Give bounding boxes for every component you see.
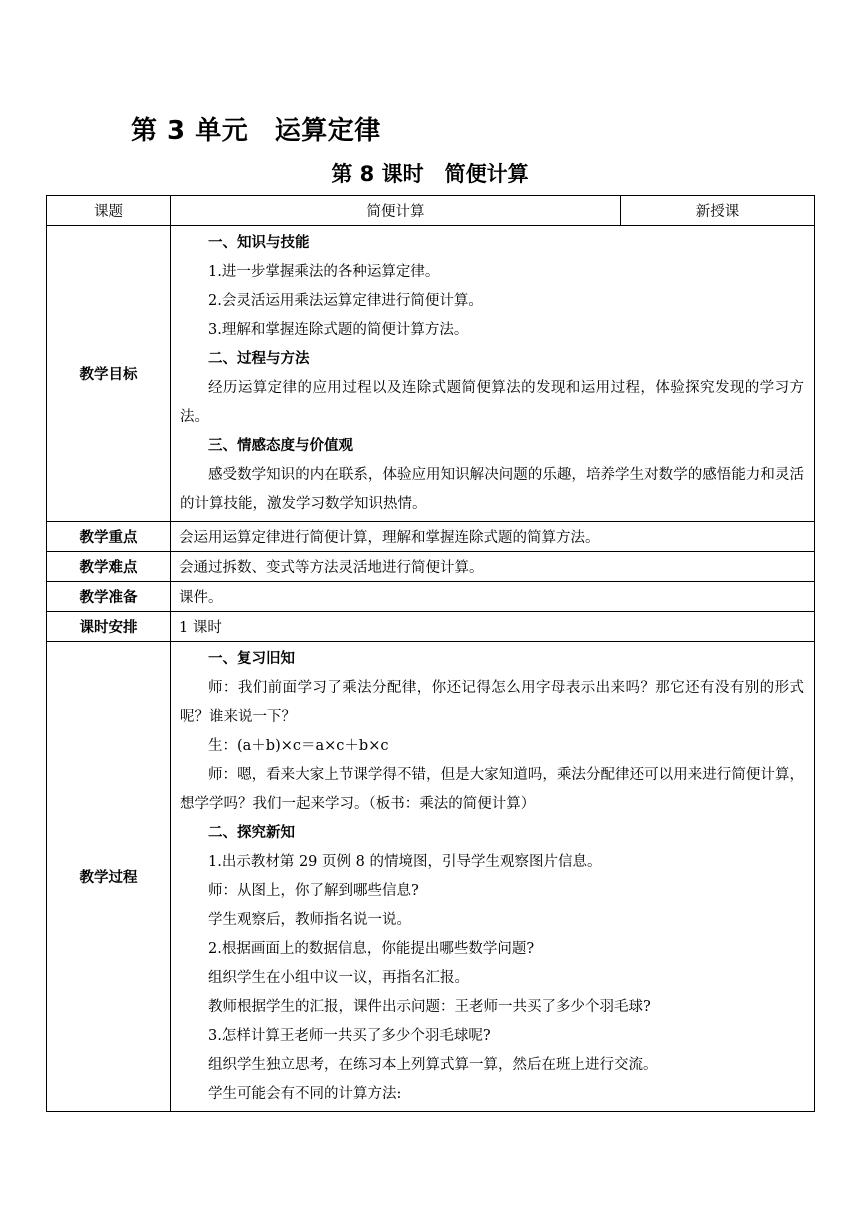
process-paragraph: 2.根据画面上的数据信息，你能提出哪些数学问题? bbox=[208, 941, 535, 957]
key-points-row bbox=[47, 522, 815, 552]
process-paragraph: 教师根据学生的汇报，课件出示问题：王老师一共买了多少个羽毛球? bbox=[208, 999, 651, 1015]
objectives-label: 教学目标 bbox=[47, 226, 171, 522]
lesson-plan-table bbox=[46, 195, 815, 1112]
lesson-type: 新授课 bbox=[621, 196, 815, 226]
schedule-row bbox=[47, 612, 815, 642]
objective-heading: 二、过程与方法 bbox=[208, 351, 310, 367]
schedule-text: 1 课时 bbox=[171, 612, 815, 642]
process-paragraph: 生：(a＋b)×c＝a×c＋b×c bbox=[208, 738, 389, 754]
preparation-text: 课件。 bbox=[171, 582, 815, 612]
preparation-row bbox=[47, 582, 815, 612]
objective-item: 2.会灵活运用乘法运算定律进行简便计算。 bbox=[208, 293, 483, 309]
topic-value: 简便计算 bbox=[171, 196, 621, 226]
process-paragraph: 组织学生在小组中议一议，再指名汇报。 bbox=[208, 970, 469, 986]
process-label: 教学过程 bbox=[47, 642, 171, 1112]
process-paragraph: 师：我们前面学习了乘法分配律，你还记得怎么用字母表示出来吗？那它还有没有别的形式呢？谁来说一下？ bbox=[180, 680, 804, 725]
objectives-content bbox=[171, 226, 815, 522]
process-paragraph: 1.出示教材第 29 页例 8 的情境图，引导学生观察图片信息。 bbox=[208, 854, 602, 870]
schedule-label: 课时安排 bbox=[47, 612, 171, 642]
process-paragraph: 3.怎样计算王老师一共买了多少个羽毛球呢? bbox=[208, 1028, 491, 1044]
process-row bbox=[47, 642, 815, 1112]
objective-heading: 一、知识与技能 bbox=[208, 235, 310, 251]
objective-item: 3.理解和掌握连除式题的简便计算方法。 bbox=[208, 322, 469, 338]
objective-heading: 三、情感态度与价值观 bbox=[208, 438, 353, 454]
key-points-text: 会运用运算定律进行简便计算，理解和掌握连除式题的简算方法。 bbox=[171, 522, 815, 552]
preparation-label: 教学准备 bbox=[47, 582, 171, 612]
process-paragraph: 组织学生独立思考，在练习本上列算式算一算，然后在班上进行交流。 bbox=[208, 1057, 658, 1073]
objectives-row bbox=[47, 226, 815, 522]
objective-item: 经历运算定律的应用过程以及连除式题简便算法的发现和运用过程，体验探究发现的学习方法。 bbox=[180, 380, 804, 425]
process-paragraph: 学生可能会有不同的计算方法: bbox=[208, 1086, 402, 1102]
process-heading: 二、探究新知 bbox=[208, 825, 295, 841]
process-paragraph: 学生观察后，教师指名说一说。 bbox=[208, 912, 411, 928]
objective-item: 1.进一步掌握乘法的各种运算定律。 bbox=[208, 264, 440, 280]
process-content bbox=[171, 642, 815, 1112]
lesson-title: 第 8 课时 简便计算 bbox=[331, 162, 529, 186]
unit-title: 第 3 单元 运算定律 bbox=[131, 116, 381, 146]
topic-label: 课题 bbox=[47, 196, 171, 226]
process-heading: 一、复习旧知 bbox=[208, 651, 295, 667]
difficulties-row bbox=[47, 552, 815, 582]
key-points-label: 教学重点 bbox=[47, 522, 171, 552]
objective-item: 感受数学知识的内在联系，体验应用知识解决问题的乐趣，培养学生对数学的感悟能力和灵活的计算技能，激发学习数学知识热情。 bbox=[180, 467, 804, 512]
process-paragraph: 师：从图上，你了解到哪些信息? bbox=[208, 883, 419, 899]
process-paragraph: 师：嗯，看来大家上节课学得不错，但是大家知道吗，乘法分配律还可以用来进行简便计算，想学学吗？我们一起来学习。（板书：乘法的简便计算） bbox=[180, 767, 804, 812]
difficulties-label: 教学难点 bbox=[47, 552, 171, 582]
header-row bbox=[47, 196, 815, 226]
difficulties-text: 会通过拆数、变式等方法灵活地进行简便计算。 bbox=[171, 552, 815, 582]
